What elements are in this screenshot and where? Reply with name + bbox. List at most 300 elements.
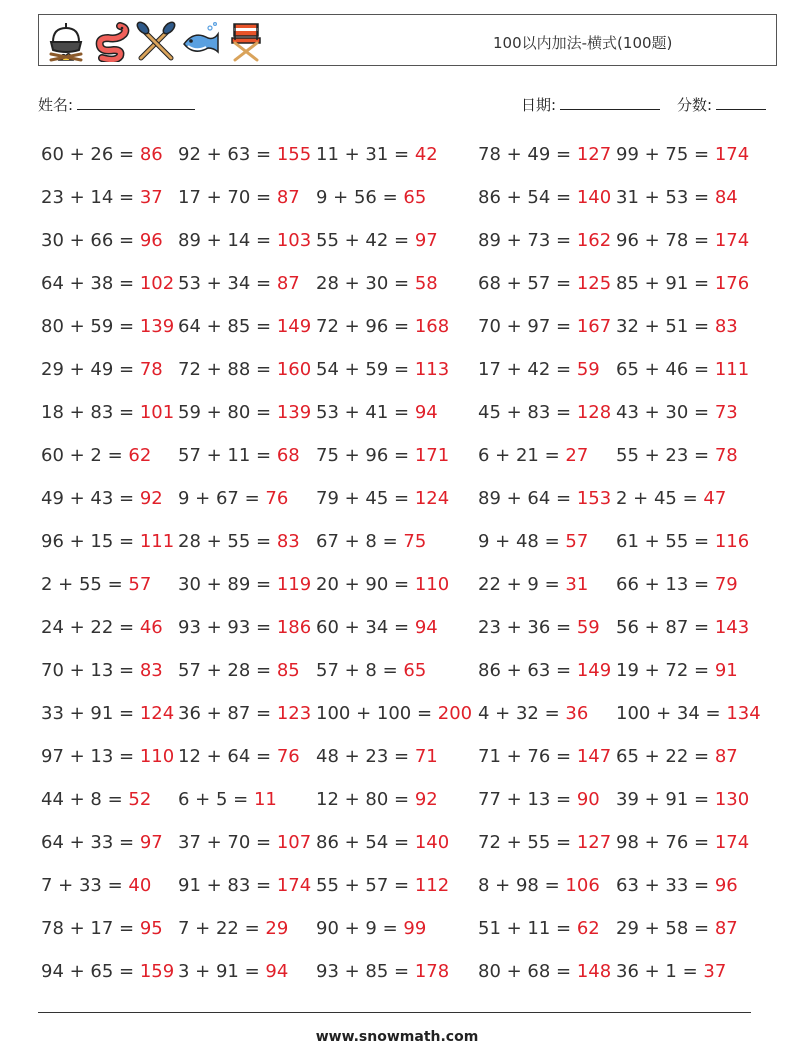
problem-question: 29 + 49 =	[41, 359, 140, 380]
problem-item	[41, 950, 174, 993]
problem-item	[616, 176, 738, 219]
problem-question: 72 + 88 =	[178, 359, 277, 380]
problem-item	[178, 649, 300, 692]
problem-answer: 112	[414, 875, 450, 896]
problem-item	[478, 219, 611, 262]
problem-item	[478, 348, 600, 391]
problem-question: 90 + 9 =	[316, 918, 404, 939]
problem-item	[478, 821, 611, 864]
problem-item	[616, 821, 749, 864]
date-blank[interactable]	[560, 94, 660, 110]
problem-question: 60 + 2 =	[41, 445, 129, 466]
problem-answer: 149	[576, 660, 612, 681]
problem-answer: 76	[265, 488, 289, 509]
problem-answer: 140	[576, 187, 612, 208]
problem-answer: 58	[414, 273, 438, 294]
problem-question: 100 + 100 =	[316, 703, 438, 724]
problem-question: 79 + 45 =	[316, 488, 415, 509]
problem-item	[41, 176, 163, 219]
problem-question: 45 + 83 =	[478, 402, 577, 423]
problem-item	[41, 563, 151, 606]
problem-answer: 110	[414, 574, 450, 595]
problem-item	[478, 778, 600, 821]
problem-answer: 176	[714, 273, 750, 294]
problem-answer: 52	[128, 789, 152, 810]
problem-item	[178, 778, 277, 821]
name-label: 姓名:	[38, 96, 74, 114]
problem-answer: 75	[403, 531, 427, 552]
problem-answer: 59	[576, 617, 600, 638]
score-label: 分数:	[677, 96, 713, 114]
problem-question: 23 + 14 =	[41, 187, 140, 208]
problem-answer: 78	[139, 359, 163, 380]
problem-answer: 37	[703, 961, 727, 982]
problem-item	[178, 864, 311, 907]
problem-answer: 101	[139, 402, 175, 423]
problem-question: 19 + 72 =	[616, 660, 715, 681]
problem-question: 12 + 80 =	[316, 789, 415, 810]
problem-item	[41, 864, 151, 907]
problem-item	[178, 563, 311, 606]
problem-item	[478, 262, 611, 305]
problem-item	[41, 348, 163, 391]
problem-question: 9 + 56 =	[316, 187, 404, 208]
problem-item	[616, 262, 749, 305]
problem-item	[478, 735, 611, 778]
problem-answer: 27	[565, 445, 589, 466]
problem-answer: 155	[276, 144, 312, 165]
problem-answer: 160	[276, 359, 312, 380]
problem-answer: 83	[714, 316, 738, 337]
problem-item	[316, 305, 449, 348]
footer-website: www.snowmath.com	[315, 1029, 479, 1045]
problem-question: 80 + 59 =	[41, 316, 140, 337]
problem-answer: 111	[139, 531, 175, 552]
problem-item	[316, 348, 449, 391]
problem-answer: 94	[265, 961, 289, 982]
problem-item	[41, 778, 151, 821]
problem-item	[178, 305, 311, 348]
problem-answer: 97	[139, 832, 163, 853]
problem-answer: 92	[139, 488, 163, 509]
problem-row	[0, 692, 794, 735]
problem-item	[478, 907, 600, 950]
problem-item	[316, 907, 426, 950]
problem-answer: 103	[276, 230, 312, 251]
problem-question: 89 + 73 =	[478, 230, 577, 251]
problem-question: 17 + 70 =	[178, 187, 277, 208]
problem-item	[41, 520, 174, 563]
problem-item	[478, 649, 611, 692]
problem-row	[0, 391, 794, 434]
problem-item	[478, 950, 611, 993]
problem-row	[0, 133, 794, 176]
problem-item	[616, 778, 749, 821]
problem-row	[0, 606, 794, 649]
problem-row	[0, 563, 794, 606]
problem-answer: 147	[576, 746, 612, 767]
problem-answer: 127	[576, 832, 612, 853]
problem-item	[316, 262, 438, 305]
problem-item	[316, 649, 426, 692]
problem-question: 11 + 31 =	[316, 144, 415, 165]
problem-question: 48 + 23 =	[316, 746, 415, 767]
problem-question: 3 + 91 =	[178, 961, 266, 982]
problem-question: 57 + 11 =	[178, 445, 277, 466]
problem-item	[41, 477, 163, 520]
problem-answer: 94	[414, 402, 438, 423]
problem-answer: 91	[714, 660, 738, 681]
problem-item	[478, 391, 611, 434]
fish-icon	[180, 20, 222, 62]
problem-item	[316, 821, 449, 864]
problem-item	[178, 434, 300, 477]
problem-answer: 79	[714, 574, 738, 595]
problem-question: 28 + 55 =	[178, 531, 277, 552]
problem-answer: 124	[414, 488, 450, 509]
problem-row	[0, 348, 794, 391]
problem-question: 23 + 36 =	[478, 617, 577, 638]
problem-question: 92 + 63 =	[178, 144, 277, 165]
problem-question: 63 + 33 =	[616, 875, 715, 896]
problem-question: 8 + 98 =	[478, 875, 566, 896]
footer-divider	[38, 1012, 751, 1013]
problem-row	[0, 262, 794, 305]
problem-item	[478, 305, 611, 348]
problem-item	[41, 692, 174, 735]
problem-question: 49 + 43 =	[41, 488, 140, 509]
problem-item	[41, 133, 163, 176]
problem-answer: 31	[565, 574, 589, 595]
problem-item	[178, 133, 311, 176]
problem-question: 78 + 49 =	[478, 144, 577, 165]
problem-item	[316, 219, 438, 262]
name-field[interactable]	[38, 94, 195, 115]
problem-answer: 107	[276, 832, 312, 853]
problem-question: 93 + 93 =	[178, 617, 277, 638]
problem-answer: 127	[576, 144, 612, 165]
problem-answer: 37	[139, 187, 163, 208]
date-label: 日期:	[521, 96, 557, 114]
problem-question: 99 + 75 =	[616, 144, 715, 165]
problem-question: 39 + 91 =	[616, 789, 715, 810]
problem-item	[178, 692, 311, 735]
problem-answer: 87	[276, 187, 300, 208]
problem-question: 4 + 32 =	[478, 703, 566, 724]
problem-question: 55 + 23 =	[616, 445, 715, 466]
problem-row	[0, 864, 794, 907]
problem-item	[616, 391, 738, 434]
problem-answer: 148	[576, 961, 612, 982]
problem-question: 43 + 30 =	[616, 402, 715, 423]
problem-item	[316, 391, 438, 434]
problem-question: 20 + 90 =	[316, 574, 415, 595]
problem-answer: 110	[139, 746, 175, 767]
problem-answer: 128	[576, 402, 612, 423]
problem-item	[616, 563, 738, 606]
problem-answer: 178	[414, 961, 450, 982]
problem-answer: 87	[714, 918, 738, 939]
problem-answer: 174	[276, 875, 312, 896]
problem-question: 86 + 63 =	[478, 660, 577, 681]
problem-question: 64 + 85 =	[178, 316, 277, 337]
problem-question: 72 + 55 =	[478, 832, 577, 853]
problem-question: 70 + 13 =	[41, 660, 140, 681]
problem-question: 96 + 78 =	[616, 230, 715, 251]
problem-item	[616, 606, 749, 649]
problem-item	[178, 907, 288, 950]
problem-question: 33 + 91 =	[41, 703, 140, 724]
problem-answer: 140	[414, 832, 450, 853]
problem-question: 98 + 76 =	[616, 832, 715, 853]
problem-answer: 62	[128, 445, 152, 466]
problem-item	[478, 520, 588, 563]
problem-item	[616, 692, 761, 735]
problem-item	[178, 176, 300, 219]
problem-answer: 83	[276, 531, 300, 552]
problem-item	[316, 133, 438, 176]
problem-question: 6 + 21 =	[478, 445, 566, 466]
problem-item	[616, 907, 738, 950]
problem-answer: 168	[414, 316, 450, 337]
header-box	[38, 14, 777, 66]
problem-item	[616, 649, 738, 692]
problem-question: 86 + 54 =	[316, 832, 415, 853]
icon-strip	[45, 20, 267, 62]
problem-item	[478, 133, 611, 176]
problem-question: 77 + 13 =	[478, 789, 577, 810]
problem-item	[616, 864, 738, 907]
problem-answer: 124	[139, 703, 175, 724]
problem-item	[316, 520, 426, 563]
problem-item	[178, 520, 300, 563]
problem-item	[616, 477, 726, 520]
problem-question: 70 + 97 =	[478, 316, 577, 337]
problem-item	[616, 219, 749, 262]
problem-answer: 134	[726, 703, 761, 724]
problem-row	[0, 219, 794, 262]
problem-answer: 113	[414, 359, 450, 380]
problem-item	[41, 434, 151, 477]
problem-answer: 130	[714, 789, 750, 810]
problem-answer: 200	[437, 703, 473, 724]
problem-answer: 123	[276, 703, 312, 724]
problem-answer: 62	[576, 918, 600, 939]
problem-item	[41, 219, 163, 262]
problem-answer: 96	[139, 230, 163, 251]
problem-answer: 96	[714, 875, 738, 896]
problem-item	[478, 606, 600, 649]
problem-item	[41, 907, 163, 950]
score-field[interactable]	[677, 94, 766, 115]
problem-item	[478, 434, 588, 477]
problem-row	[0, 907, 794, 950]
problem-item	[178, 950, 288, 993]
problem-item	[616, 133, 749, 176]
problem-question: 9 + 48 =	[478, 531, 566, 552]
problem-item	[178, 821, 311, 864]
problem-answer: 167	[576, 316, 612, 337]
problem-item	[178, 348, 311, 391]
problem-answer: 73	[714, 402, 738, 423]
problem-question: 17 + 42 =	[478, 359, 577, 380]
problem-question: 100 + 34 =	[616, 703, 727, 724]
problem-question: 44 + 8 =	[41, 789, 129, 810]
problem-question: 60 + 26 =	[41, 144, 140, 165]
problem-answer: 83	[139, 660, 163, 681]
problem-question: 78 + 17 =	[41, 918, 140, 939]
problem-question: 53 + 34 =	[178, 273, 277, 294]
problem-answer: 102	[139, 273, 175, 294]
problem-question: 65 + 46 =	[616, 359, 715, 380]
problem-answer: 186	[276, 617, 312, 638]
problem-item	[316, 606, 438, 649]
problem-answer: 42	[414, 144, 438, 165]
problem-row	[0, 735, 794, 778]
problem-question: 61 + 55 =	[616, 531, 715, 552]
problem-item	[316, 950, 449, 993]
problem-answer: 68	[276, 445, 300, 466]
problem-item	[478, 563, 588, 606]
problem-answer: 174	[714, 230, 750, 251]
problem-item	[478, 864, 600, 907]
problem-item	[178, 219, 311, 262]
problem-question: 55 + 57 =	[316, 875, 415, 896]
problem-row	[0, 821, 794, 864]
problem-item	[478, 692, 588, 735]
problem-answer: 99	[403, 918, 427, 939]
problem-answer: 84	[714, 187, 738, 208]
problem-item	[41, 391, 174, 434]
problem-question: 7 + 33 =	[41, 875, 129, 896]
problem-answer: 111	[714, 359, 750, 380]
problem-answer: 65	[403, 187, 427, 208]
problem-answer: 57	[128, 574, 152, 595]
problem-question: 80 + 68 =	[478, 961, 577, 982]
problem-answer: 125	[576, 273, 612, 294]
problem-item	[478, 477, 611, 520]
problem-question: 64 + 33 =	[41, 832, 140, 853]
problem-question: 7 + 22 =	[178, 918, 266, 939]
problem-row	[0, 950, 794, 993]
problem-answer: 116	[714, 531, 750, 552]
problem-question: 56 + 87 =	[616, 617, 715, 638]
name-blank[interactable]	[77, 94, 195, 110]
problem-question: 85 + 91 =	[616, 273, 715, 294]
problem-answer: 90	[576, 789, 600, 810]
problem-item	[616, 348, 749, 391]
problem-question: 59 + 80 =	[178, 402, 277, 423]
crossed-paddles-icon	[135, 20, 177, 62]
problem-answer: 57	[565, 531, 589, 552]
problem-item	[178, 735, 300, 778]
problem-question: 65 + 22 =	[616, 746, 715, 767]
problem-item	[478, 176, 611, 219]
problem-question: 51 + 11 =	[478, 918, 577, 939]
problem-question: 64 + 38 =	[41, 273, 140, 294]
problem-question: 75 + 96 =	[316, 445, 415, 466]
problem-row	[0, 477, 794, 520]
problem-answer: 97	[414, 230, 438, 251]
problem-question: 67 + 8 =	[316, 531, 404, 552]
camping-chair-icon	[225, 20, 267, 62]
problem-item	[616, 950, 726, 993]
problem-item	[616, 520, 749, 563]
problem-question: 9 + 67 =	[178, 488, 266, 509]
problem-answer: 92	[414, 789, 438, 810]
problem-question: 91 + 83 =	[178, 875, 277, 896]
problem-answer: 153	[576, 488, 612, 509]
problem-answer: 87	[714, 746, 738, 767]
problem-answer: 174	[714, 144, 750, 165]
score-blank[interactable]	[716, 94, 766, 110]
problem-answer: 65	[403, 660, 427, 681]
problem-question: 89 + 14 =	[178, 230, 277, 251]
problem-item	[178, 262, 300, 305]
problem-answer: 47	[703, 488, 727, 509]
problem-row	[0, 778, 794, 821]
problem-item	[316, 434, 449, 477]
problem-question: 2 + 45 =	[616, 488, 704, 509]
problem-answer: 106	[565, 875, 600, 896]
problem-answer: 143	[714, 617, 750, 638]
problem-answer: 36	[565, 703, 589, 724]
problem-question: 53 + 41 =	[316, 402, 415, 423]
problem-answer: 71	[414, 746, 438, 767]
problem-question: 30 + 66 =	[41, 230, 140, 251]
problem-item	[616, 305, 738, 348]
date-field[interactable]	[521, 94, 660, 115]
problem-item	[616, 434, 738, 477]
problem-answer: 76	[276, 746, 300, 767]
problem-question: 24 + 22 =	[41, 617, 140, 638]
problem-item	[316, 864, 449, 907]
problem-question: 32 + 51 =	[616, 316, 715, 337]
problem-answer: 149	[276, 316, 312, 337]
problem-question: 55 + 42 =	[316, 230, 415, 251]
problem-answer: 85	[276, 660, 300, 681]
problem-question: 96 + 15 =	[41, 531, 140, 552]
problem-question: 93 + 85 =	[316, 961, 415, 982]
problem-item	[41, 821, 163, 864]
problem-answer: 162	[576, 230, 612, 251]
problem-question: 97 + 13 =	[41, 746, 140, 767]
problem-item	[316, 563, 449, 606]
problem-answer: 95	[139, 918, 163, 939]
problem-question: 89 + 64 =	[478, 488, 577, 509]
problem-row	[0, 520, 794, 563]
problem-question: 54 + 59 =	[316, 359, 415, 380]
problem-row	[0, 176, 794, 219]
problem-question: 57 + 28 =	[178, 660, 277, 681]
problem-answer: 46	[139, 617, 163, 638]
problem-question: 6 + 5 =	[178, 789, 254, 810]
problem-question: 2 + 55 =	[41, 574, 129, 595]
problem-answer: 29	[265, 918, 289, 939]
problem-question: 57 + 8 =	[316, 660, 404, 681]
problem-question: 37 + 70 =	[178, 832, 277, 853]
problem-question: 29 + 58 =	[616, 918, 715, 939]
problem-question: 71 + 76 =	[478, 746, 577, 767]
problem-row	[0, 305, 794, 348]
problem-item	[316, 735, 438, 778]
problem-answer: 171	[414, 445, 450, 466]
problem-item	[616, 735, 738, 778]
problem-item	[316, 176, 426, 219]
problem-item	[41, 262, 174, 305]
campfire-pot-icon	[45, 20, 87, 62]
problem-answer: 174	[714, 832, 750, 853]
